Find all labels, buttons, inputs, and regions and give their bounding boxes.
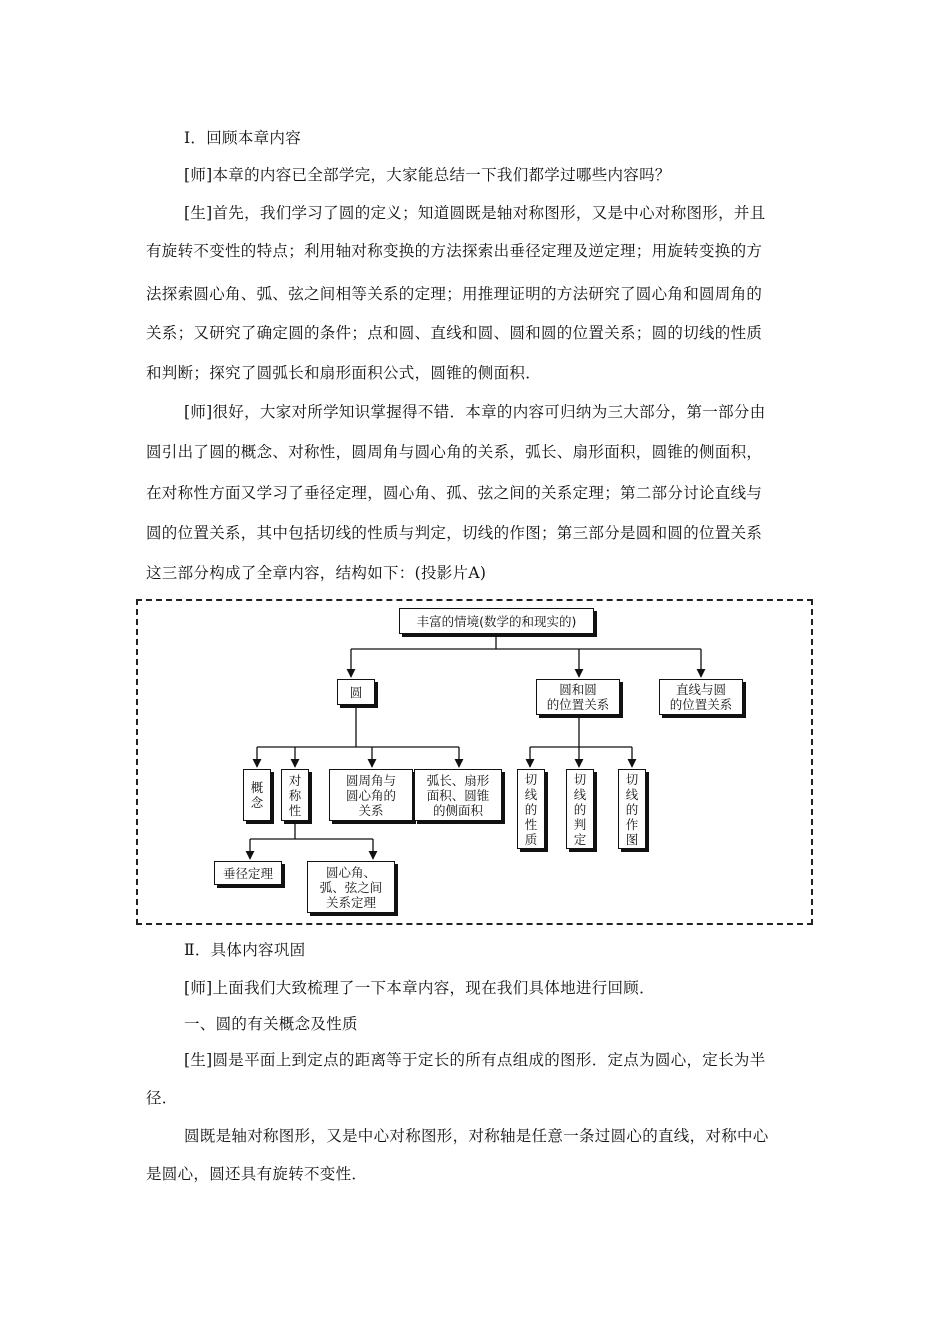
circle-definition-line-1: [生]圆是平面上到定点的距离等于定长的所有点组成的图形．定点为圆心，定长为半 [184, 1051, 766, 1069]
central-label-3: 关系定理 [325, 894, 376, 910]
circle-label: 圆 [349, 684, 363, 700]
perp-label: 垂径定理 [222, 865, 273, 881]
teacher-summary-line-4: 圆的位置关系，其中包括切线的性质与判定，切线的作图；第三部分是圆和圆的位置关系 [146, 524, 763, 542]
angles-label-2: 圆心角的 [345, 787, 396, 803]
concept-label: 概念 [250, 780, 264, 810]
teacher-summary-line-1: [师]很好，大家对所学知识掌握得不错．本章的内容可归纳为三大部分，第一部分由 [184, 403, 766, 421]
angles-label-3: 关系 [358, 802, 384, 818]
concept-box [243, 769, 271, 821]
angles-label-1: 圆周角与 [345, 772, 396, 788]
tangent-draw-label: 切线的作图 [625, 771, 639, 847]
circle-box [337, 679, 375, 705]
symmetry-box [281, 769, 309, 821]
angles-box [329, 769, 413, 821]
teacher-summary-line-3: 在对称性方面又学习了垂径定理，圆心角、孤、弦之间的关系定理；第二部分讨论直线与 [146, 484, 763, 502]
root-label: 丰富的情境(数学的和现实的) [416, 613, 577, 629]
student-answer-line-1: [生]首先，我们学习了圆的定义；知道圆既是轴对称图形，又是中心对称图形，并且 [184, 204, 766, 222]
symmetry-label: 对称性 [288, 772, 302, 818]
tangent-property-box [517, 769, 545, 849]
teacher-summary-line-5: 这三部分构成了全章内容，结构如下：(投影片A) [146, 564, 487, 582]
central-label-2: 弧、弦之间 [319, 879, 383, 895]
arc-label-2: 面积、圆锥 [426, 787, 490, 803]
teacher-summary-line-2: 圆引出了圆的概念、对称性，圆周角与圆心角的关系，弧长、扇形面积，圆锥的侧面积， [146, 443, 763, 461]
section1-heading: Ⅰ．回顾本章内容 [184, 129, 302, 147]
circle-circle-label-1: 圆和圆 [559, 682, 597, 697]
central-label-1: 圆心角、 [325, 864, 376, 880]
line-circle-label-2: 的位置关系 [669, 697, 733, 712]
section2-heading: Ⅱ．具体内容巩固 [184, 941, 306, 959]
circle-circle-box [536, 679, 620, 715]
perp-box [214, 861, 282, 885]
circle-symmetry-line-2: 是圆心，圆还具有旋转不变性． [146, 1165, 368, 1183]
subsection1-heading: 一、圆的有关概念及性质 [184, 1015, 358, 1033]
line-circle-label-1: 直线与圆 [675, 682, 726, 697]
teacher-review-intro: [师]上面我们大致梳理了一下本章内容，现在我们具体地进行回顾． [184, 979, 655, 997]
tangent-judge-box [566, 769, 594, 849]
student-answer-line-4: 关系；又研究了确定圆的条件；点和圆、直线和圆、圆和圆的位置关系；圆的切线的性质 [146, 324, 763, 342]
arc-label-1: 弧长、扇形 [426, 772, 490, 788]
arc-label-3: 的侧面积 [432, 802, 483, 818]
root-box [399, 608, 594, 634]
tangent-judge-label: 切线的判定 [573, 771, 587, 847]
student-answer-line-3: 法探索圆心角、弧、弦之间相等关系的定理；用推理证明的方法研究了圆心角和圆周角的 [146, 285, 763, 303]
circle-circle-label-2: 的位置关系 [546, 697, 610, 712]
line-circle-box [659, 679, 743, 715]
central-box [307, 861, 395, 913]
circle-definition-line-2: 径． [146, 1089, 178, 1107]
circle-symmetry-line-1: 圆既是轴对称图形，又是中心对称图形，对称轴是任意一条过圆心的直线，对称中心 [184, 1127, 769, 1145]
tangent-property-label: 切线的性质 [524, 771, 538, 847]
student-answer-line-2: 有旋转不变性的特点；利用轴对称变换的方法探索出垂径定理及逆定理；用旋转变换的方 [146, 242, 763, 260]
student-answer-line-5: 和判断；探究了圆弧长和扇形面积公式，圆锥的侧面积． [146, 364, 542, 382]
teacher-question: [师]本章的内容已全部学完，大家能总结一下我们都学过哪些内容吗？ [184, 166, 671, 184]
tangent-draw-box [618, 769, 646, 849]
arc-box [414, 769, 502, 821]
structure-diagram [136, 599, 813, 925]
